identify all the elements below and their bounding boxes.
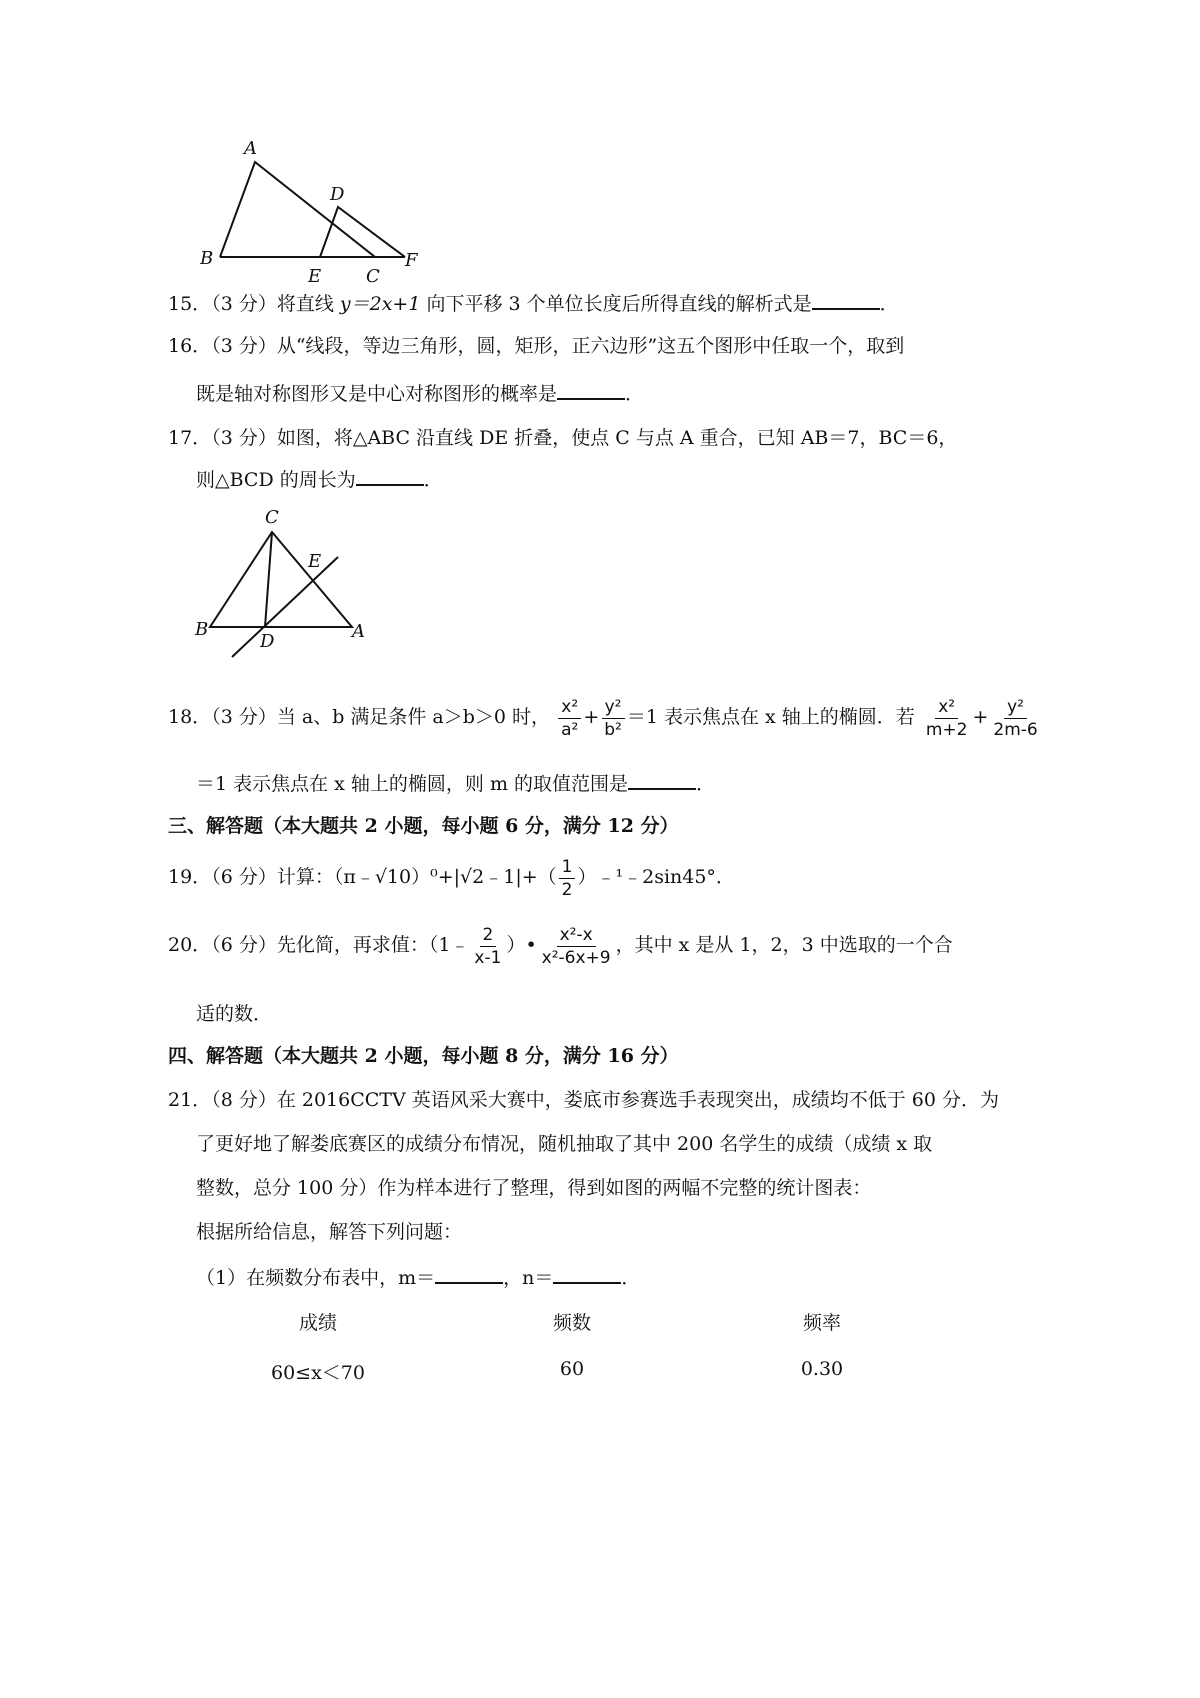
answer-blank[interactable] (557, 380, 625, 400)
fraction: $\frac{\text{y²}}{2m-6}$ (993, 696, 1038, 740)
question-18-line2: ＝1 表示焦点在 x 轴上的椭圆，则 m 的取值范围是 ． (196, 770, 715, 798)
table-cell: 60 (559, 1358, 585, 1380)
question-15: 15．（3 分）将直线 y＝2x+1 向下平移 3 个单位长度后所得直线的解析式是 ． (168, 290, 899, 318)
question-16: 16．（3 分）从“线段，等边三角形，圆，矩形，正六边形”这五个图形中任取一个，取到 (168, 335, 905, 357)
figure-triangle-def (200, 140, 460, 300)
question-21-line4: 根据所给信息，解答下列问题： (196, 1221, 463, 1243)
answer-blank[interactable] (356, 466, 424, 486)
answer-blank-n[interactable] (553, 1264, 621, 1284)
fraction: $\frac{\text{x²}}{\text{a²}}$ (558, 696, 581, 741)
question-16-line2: 既是轴对称图形又是中心对称图形的概率是 ． (196, 380, 644, 408)
table-header: 频数 (552, 1312, 591, 1334)
label-d: D (260, 631, 275, 652)
answer-blank[interactable] (812, 290, 880, 310)
label-c: C (265, 507, 279, 528)
label-c: C (366, 266, 380, 287)
label-b: B (195, 619, 209, 640)
table-header: 成绩 (298, 1312, 337, 1334)
table-header: 频率 (802, 1312, 841, 1334)
label-e: E (308, 551, 322, 572)
section-4-title: 四、解答题（本大题共 2 小题，每小题 8 分，满分 16 分） (168, 1045, 679, 1067)
table-cell: 60≤x＜70 (271, 1362, 365, 1384)
question-20: 20．（6 分）先化简，再求值：（1﹣ $\frac{2}{x-1}$ ）• $\frac{\text{x²-x}}{\text{x²-6x+9}}$ ，其中 x 是从 1，2，3 中选取的一个合 (168, 924, 953, 968)
fraction: $\frac{\text{x²-x}}{\text{x²-6x+9}}$ (541, 924, 611, 968)
fraction: $\frac{\text{x²}}{m+2}$ (925, 696, 968, 740)
question-21: 21．（8 分）在 2016CCTV 英语风采大赛中，娄底市参赛选手表现突出，成绩均不低于 60 分．为 (168, 1089, 999, 1111)
question-21-line3: 整数，总分 100 分）作为样本进行了整理，得到如图的两幅不完整的统计图表： (196, 1177, 872, 1199)
answer-blank[interactable] (628, 770, 696, 790)
label-a: A (244, 140, 257, 159)
question-17: 17．（3 分）如图，将△ABC 沿直线 DE 折叠，使点 C 与点 A 重合，已知 AB＝7，BC＝6， (168, 427, 958, 449)
section-3-title: 三、解答题（本大题共 2 小题，每小题 6 分，满分 12 分） (168, 815, 679, 837)
fraction: $\frac{\text{y²}}{\text{b²}}$ (601, 696, 625, 741)
question-20-line2: 适的数． (196, 1003, 273, 1025)
question-19: 19．（6 分）计算：（π﹣√10）⁰+|√2﹣1|+（ $\frac{1}{2}$ ）﹣¹﹣2sin45°． (168, 856, 735, 900)
label-a: A (352, 621, 365, 642)
label-f: F (405, 250, 418, 271)
figure-fold-triangle (190, 505, 390, 665)
label-d: D (330, 184, 345, 205)
question-21-line2: 了更好地了解娄底赛区的成绩分布情况，随机抽取了其中 200 名学生的成绩（成绩 x 取 (196, 1133, 933, 1155)
question-21-sub1: （1）在频数分布表中，m＝ ，n＝ ． (196, 1264, 640, 1292)
question-17-line2: 则△BCD 的周长为 ． (196, 466, 443, 494)
fraction: $\frac{1}{2}$ (559, 856, 576, 901)
label-b: B (200, 248, 214, 269)
fraction: $\frac{2}{x-1}$ (474, 924, 502, 968)
label-e: E (308, 266, 322, 287)
question-18: 18．（3 分）当 a、b 满足条件 a＞b＞0 时， $\frac{\text{x²}}{\text{a²}}$ + $\frac{\text{y²}}{\text{b²}}$ ＝1 表示焦点在 x 轴上的椭圆．若 $\frac{\text{x²}}{m+2}$ + $\frac{\text{y²}}{2m-6}$ (168, 690, 1043, 744)
answer-blank-m[interactable] (435, 1264, 503, 1284)
table-cell: 0.30 (800, 1358, 844, 1380)
